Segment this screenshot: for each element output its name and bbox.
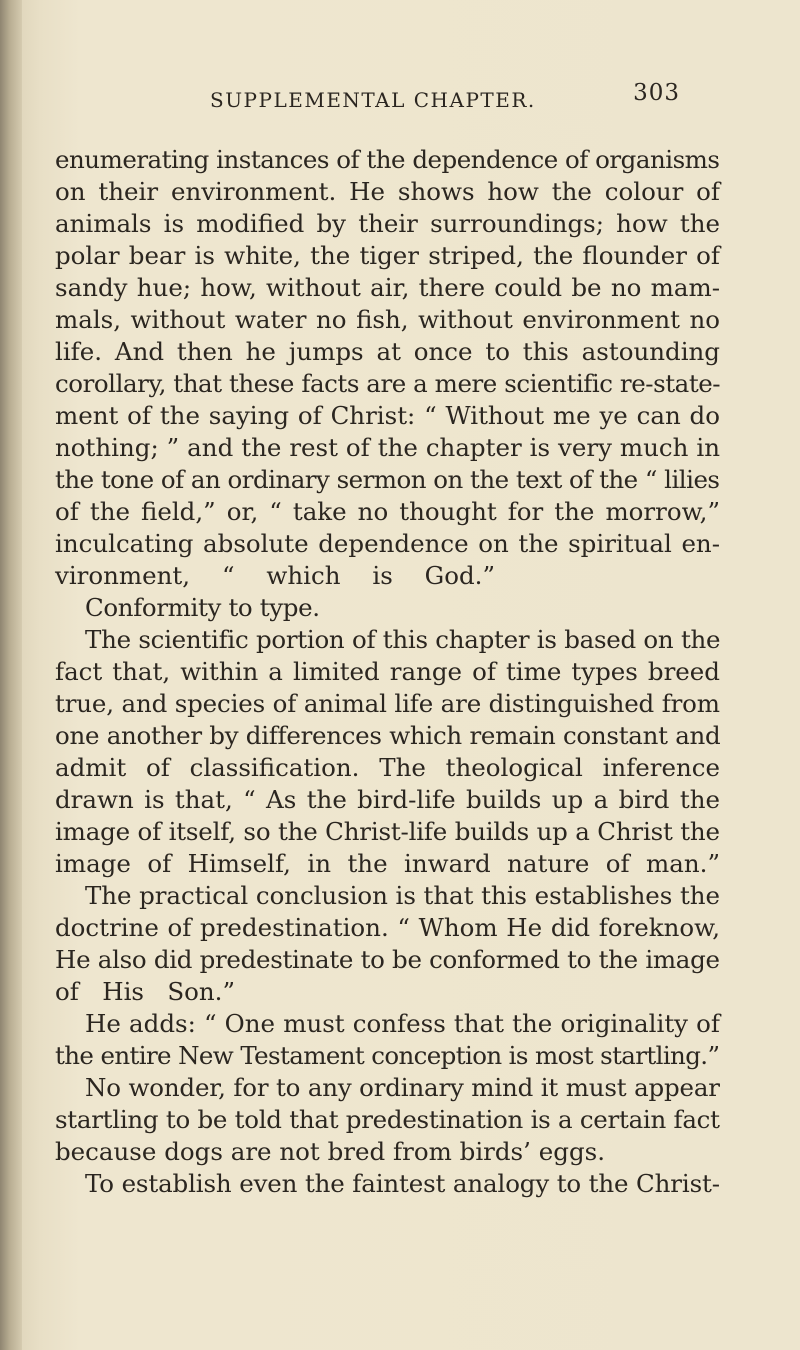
text-line: the entire New Testament conception is most startling.” [55,1041,720,1070]
page-number: 303 [633,80,680,106]
text-line: He also did predestinate to be conformed to the image [55,945,720,974]
text-line: of His Son.” [55,977,235,1006]
page-header [210,80,680,128]
text-line: enumerating instances of the dependence of organisms [55,145,720,174]
text-line: doctrine of predestination. “ Whom He did foreknow, [55,913,720,942]
text-line: corollary, that these facts are a mere scientific re-state- [55,369,721,398]
text-line: To establish even the faintest analogy to the Christ- [85,1169,720,1198]
text-line: because dogs are not bred from birds’ eggs. [55,1137,605,1166]
page-gutter [0,0,22,1350]
text-line: ment of the saying of Christ: “ Without me ye can do [55,401,720,430]
text-line: vironment, “ which is God.” [55,561,495,590]
text-line: true, and species of animal life are distinguished from [55,689,720,718]
text-line: No wonder, for to any ordinary mind it must appear [85,1073,720,1102]
text-line: on their environment. He shows how the colour of [55,177,720,206]
text-line: startling to be told that predestination is a certain fact [55,1105,720,1134]
text-line: of the field,” or, “ take no thought for the morrow,” [55,497,720,526]
text-line: animals is modified by their surroundings; how the [55,209,720,238]
text-line: image of Himself, in the inward nature of man.” [55,849,720,878]
running-head: SUPPLEMENTAL CHAPTER. [210,88,536,112]
text-line: The practical conclusion is that this establishes the [85,881,720,910]
text-line: inculcating absolute dependence on the spiritual en- [55,529,720,558]
text-line: He adds: “ One must confess that the originality of [85,1009,720,1038]
text-line: polar bear is white, the tiger striped, the flounder of [55,241,720,270]
text-line: nothing; ” and the rest of the chapter is very much in [55,433,720,462]
text-line: one another by differences which remain constant and [55,721,721,750]
text-line: drawn is that, “ As the bird-life builds up a bird the [55,785,720,814]
text-line: admit of classification. The theological inference [55,753,720,782]
text-line: The scientific portion of this chapter is based on the [85,625,721,654]
text-line: fact that, within a limited range of time types breed [55,657,720,686]
text-line: the tone of an ordinary sermon on the text of the “ lilies [55,465,720,494]
text-line: sandy hue; how, without air, there could be no mam- [55,273,720,302]
text-line: image of itself, so the Christ-life builds up a Christ the [55,817,720,846]
margin-heading: Conformity to type. [85,593,320,622]
text-line: mals, without water no fish, without environment no [55,305,720,334]
text-line: life. And then he jumps at once to this astounding [55,337,720,366]
